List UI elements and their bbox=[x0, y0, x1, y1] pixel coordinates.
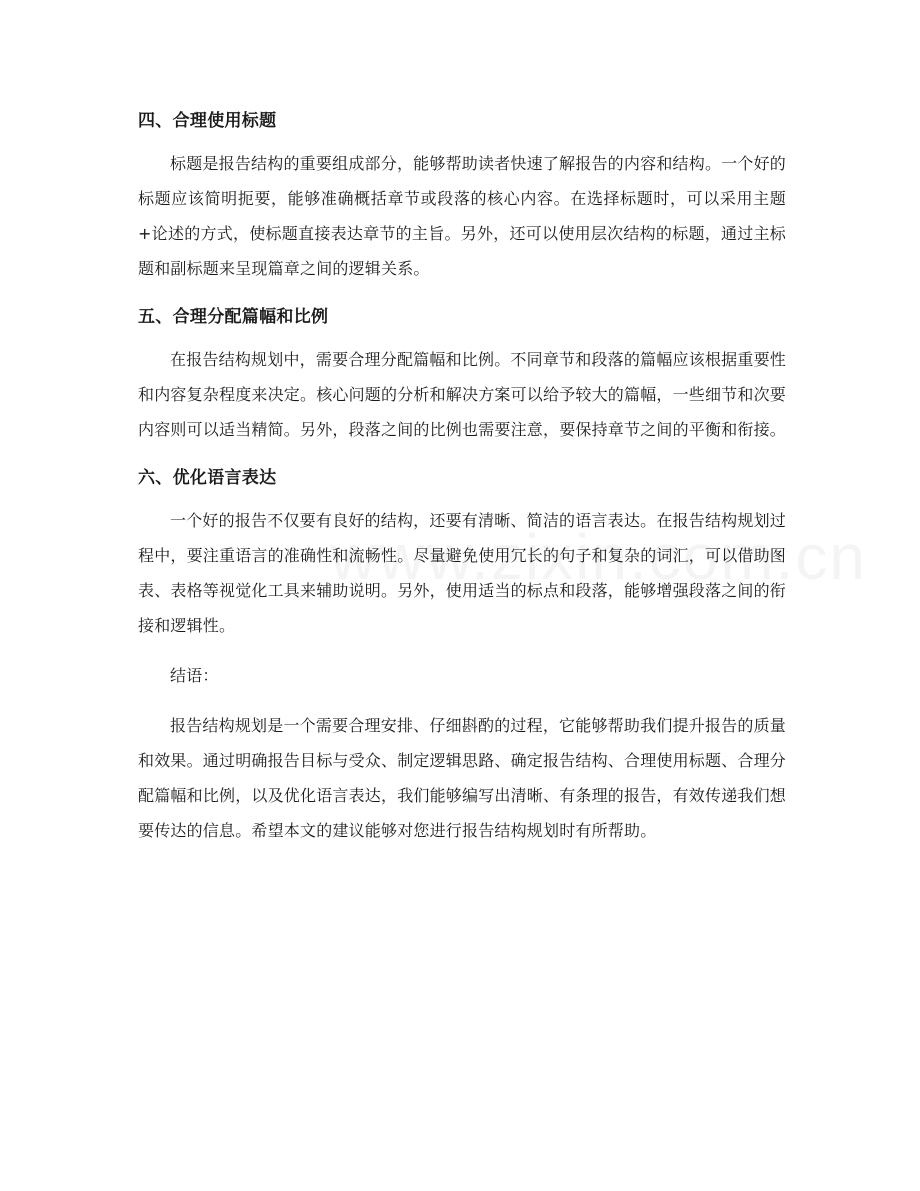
section-heading-6: 六、优化语言表达 bbox=[138, 468, 277, 488]
section-paragraph-5: 在报告结构规划中，需要合理分配篇幅和比例。不同章节和段落的篇幅应该根据重要性和内容复杂程度来决定。核心问题的分析和解决方案可以给予较大的篇幅，一些细节和次要内容则可以适当精简。另外，段落之间的比例也需要注意，要保持章节之间的平衡和衔接。 bbox=[138, 350, 787, 439]
conclusion-label: 结语： bbox=[170, 666, 219, 685]
section-paragraph-6: 一个好的报告不仅要有良好的结构，还要有清晰、简洁的语言表达。在报告结构规划过程中，要注重语言的准确性和流畅性。尽量避免使用冗长的句子和复杂的词汇，可以借助图表、表格等视觉化工具来辅助说明。另外，使用适当的标点和段落，能够增强段落之间的衔接和逻辑性。 bbox=[138, 511, 787, 635]
document-body bbox=[138, 104, 786, 848]
section-heading-5: 五、合理分配篇幅和比例 bbox=[138, 307, 329, 327]
section-heading-4: 四、合理使用标题 bbox=[138, 111, 277, 131]
section-paragraph-4: 标题是报告结构的重要组成部分，能够帮助读者快速了解报告的内容和结构。一个好的标题应该简明扼要，能够准确概括章节或段落的核心内容。在选择标题时，可以采用主题+论述的方式，使标题直接表达章节的主旨。另外，还可以使用层次结构的标题，通过主标题和副标题来呈现篇章之间的逻辑关系。 bbox=[138, 154, 786, 278]
conclusion-paragraph: 报告结构规划是一个需要合理安排、仔细斟酌的过程，它能够帮助我们提升报告的质量和效果。通过明确报告目标与受众、制定逻辑思路、确定报告结构、合理使用标题、合理分配篇幅和比例，以及优化语言表达，我们能够编写出清晰、有条理的报告，有效传递我们想要传达的信息。希望本文的建议能够对您进行报告结构规划时有所帮助。 bbox=[138, 716, 787, 840]
